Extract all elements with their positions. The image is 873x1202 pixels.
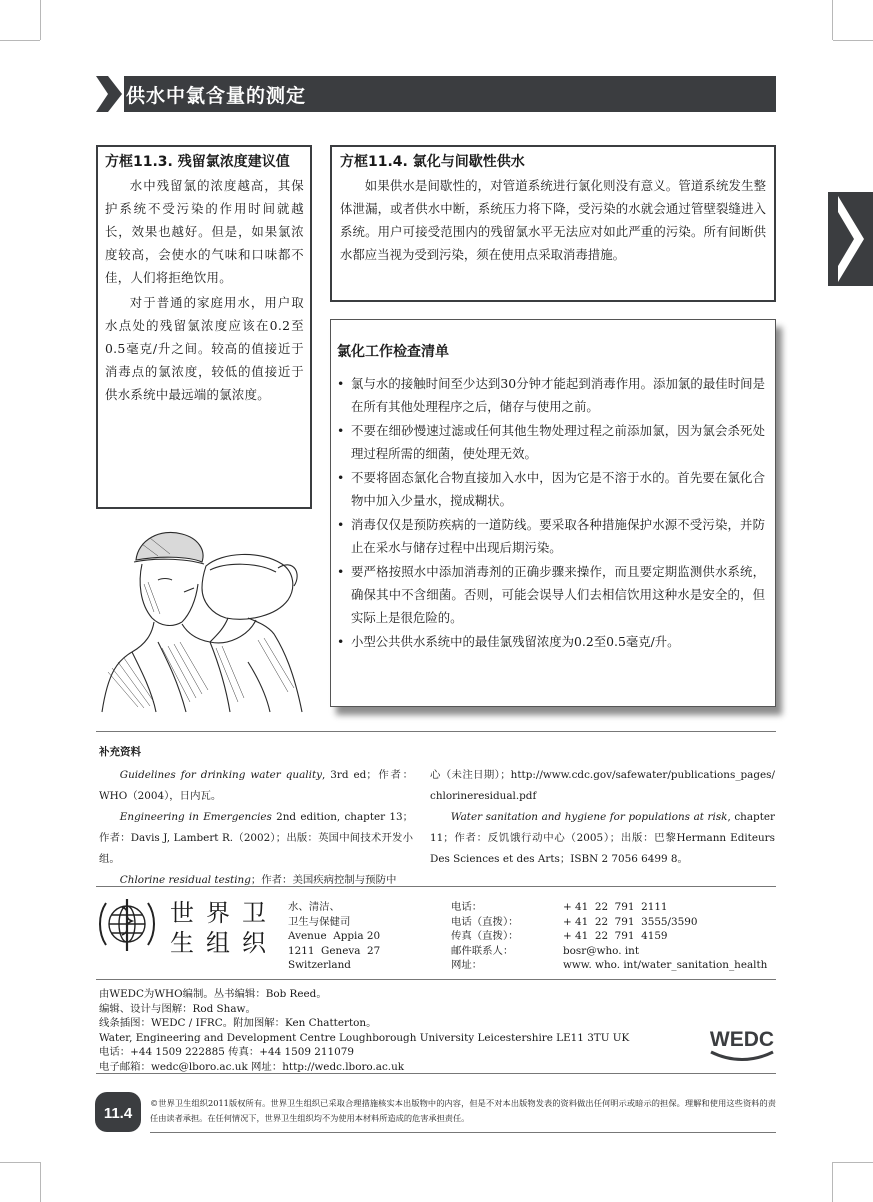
section-banner xyxy=(96,76,776,112)
reference-entry: Guidelines for drinking water quality, 3rd ed；作者：WHO（2004），日内瓦。 xyxy=(99,769,413,802)
list-item: • 消毒仅仅是预防疾病的一道防线。要采取各种措施保护水源不受污染，并防止在采水与储存过程中出现后期污染。 xyxy=(337,513,765,559)
section-divider xyxy=(96,886,776,887)
checklist-title: 氯化工作检查清单 xyxy=(337,344,449,360)
chapter-tab-icon xyxy=(828,192,873,286)
references-column-left xyxy=(99,765,413,891)
credit-line: 编辑、设计与图解：Rod Shaw。 xyxy=(99,1002,256,1015)
credit-line: 线条插图：WEDC / IFRC。附加图解：Ken Chatterton。 xyxy=(99,1017,377,1030)
reference-entry: Engineering in Emergencies 2nd edition, chapter 13；作者：Davis J, Lambert R.（2002）；出版：英国中间技术开发小组。 xyxy=(99,811,413,865)
section-divider xyxy=(96,1073,776,1074)
crop-mark xyxy=(0,40,40,41)
copyright-notice: ©世界卫生组织2011版权所有。世界卫生组织已采取合理措施核实本出版物中的内容，但是不对本出版物发表的资料做出任何明示或暗示的担保。理解和使用这些资料的责任由读者承担。在任何情况下，世界卫生组织均不为使用本材料所造成的危害承担责任。 xyxy=(150,1098,776,1123)
chlorination-checklist xyxy=(330,319,776,707)
page-title: 供水中氯含量的测定 xyxy=(126,85,307,107)
who-address: 水、清洁、 卫生与保健司 Avenue Appia 20 1211 Geneva 27 Switzerland xyxy=(288,901,381,971)
svg-text:11.4: 11.4 xyxy=(103,1105,133,1122)
reference-entry: 心（未注日期）；http://www.cdc.gov/safewater/publications_pages/chlorineresidual.pdf xyxy=(430,769,775,802)
section-divider xyxy=(96,979,776,980)
crop-mark xyxy=(0,1162,40,1163)
box-intermittent-supply xyxy=(330,145,776,302)
box-title: 方框11.4. 氯化与间歇性供水 xyxy=(340,154,525,170)
list-item: • 要严格按照水中添加消毒剂的正确步骤来操作，而且要定期监测供水系统，确保其中不含细菌。否则，可能会误导人们去相信饮用这种水是安全的，但实际上是很危险的。 xyxy=(337,560,765,629)
box-paragraph: 如果供水是间歇性的，对管道系统进行氯化则没有意义。管道系统发生整体泄漏，或者供水中断，系统压力将下降，受污染的水就会通过管壁裂缝进入系统。用户可接受范围内的残留氯水平无法应对如此严重的污染。所有间断供水都应当视为受到污染，须在使用点采取消毒措施。 xyxy=(340,178,766,262)
crop-mark xyxy=(40,1162,41,1202)
box-residual-chlorine xyxy=(96,145,312,509)
man-drinking-illustration xyxy=(98,522,312,714)
credit-line: 由WEDC为WHO编制。丛书编辑：Bob Reed。 xyxy=(99,988,327,1000)
crop-mark xyxy=(832,0,833,40)
who-name: 世界卫 生组织 xyxy=(170,899,278,957)
bullet-icon: • xyxy=(337,376,345,391)
credit-line: 电子邮箱：wedc@lboro.ac.uk 网址：http://wedc.lboro.ac.uk xyxy=(99,1060,405,1073)
section-divider xyxy=(150,1132,776,1133)
who-contact-values: + 41 22 791 2111 + 41 22 791 3555/3590 + 41 22 791 4159 bosr@who. int www. who. int/water_sanitation_health xyxy=(563,901,768,971)
credit-line: 电话：+44 1509 222885 传真：+44 1509 211079 xyxy=(99,1046,354,1059)
bullet-icon: • xyxy=(337,470,345,485)
list-item: • 氯与水的接触时间至少达到30分钟才能起到消毒作用。添加氯的最佳时间是在所有其他处理程序之后，储存与使用之前。 xyxy=(337,372,765,418)
bullet-icon: • xyxy=(337,634,345,649)
checklist-items xyxy=(337,372,765,653)
page-number-badge xyxy=(95,1092,141,1132)
box-paragraph: 水中残留氯的浓度越高，其保护系统不受污染的作用时间就越长，效果也越好。但是，如果氯浓度较高，会使水的气味和口味都不佳，人们将拒绝饮用。 xyxy=(105,178,304,285)
chevron-right-icon xyxy=(96,76,124,112)
box-paragraph: 对于普通的家庭用水，用户取水点处的残留氯浓度应该在0.2至0.5毫克/升之间。较高的值接近于消毒点的氯浓度，较低的值接近于供水系统中最远端的氯浓度。 xyxy=(105,295,304,402)
list-item: • 不要将固态氯化合物直接加入水中，因为它是不溶于水的。首先要在氯化合物中加入少量水，搅成糊状。 xyxy=(337,466,765,512)
credit-line: Water, Engineering and Development Centre Loughborough University Leicestershire LE11 3TU UK xyxy=(99,1031,630,1044)
crop-mark xyxy=(40,0,41,40)
section-divider xyxy=(96,731,776,732)
credits xyxy=(99,987,629,1075)
crop-mark xyxy=(833,40,873,41)
crop-mark xyxy=(833,1162,873,1163)
wedc-logo xyxy=(707,1024,777,1064)
who-contact-labels: 电话： 电话（直拨）： 传真（直拨）： 邮件联系人： 网址： xyxy=(451,901,519,971)
svg-text:WEDC: WEDC xyxy=(709,1028,775,1051)
reference-entry: Chlorine residual testing；作者：美国疾病控制与预防中 xyxy=(119,874,397,886)
bullet-icon: • xyxy=(337,564,345,579)
list-item: • 小型公共供水系统中的最佳氯残留浓度为0.2至0.5毫克/升。 xyxy=(337,630,765,653)
list-item: • 不要在细砂慢速过滤或任何其他生物处理过程之前添加氯，因为氯会杀死处理过程所需的细菌，使处理无效。 xyxy=(337,419,765,465)
reference-entry: Water sanitation and hygiene for populations at risk, chapter 11；作者：反饥饿行动中心（2005）；出版：巴黎Hermann Editeurs Des Sciences et des Arts；ISBN 2 7056 6499 8。 xyxy=(430,811,775,865)
references-title: 补充资料 xyxy=(99,746,141,758)
references-column-right xyxy=(430,765,775,870)
bullet-icon: • xyxy=(337,517,345,532)
box-title: 方框11.3. 残留氯浓度建议值 xyxy=(105,154,290,170)
crop-mark xyxy=(832,1162,833,1202)
who-emblem-icon xyxy=(96,893,158,955)
bullet-icon: • xyxy=(337,423,345,438)
